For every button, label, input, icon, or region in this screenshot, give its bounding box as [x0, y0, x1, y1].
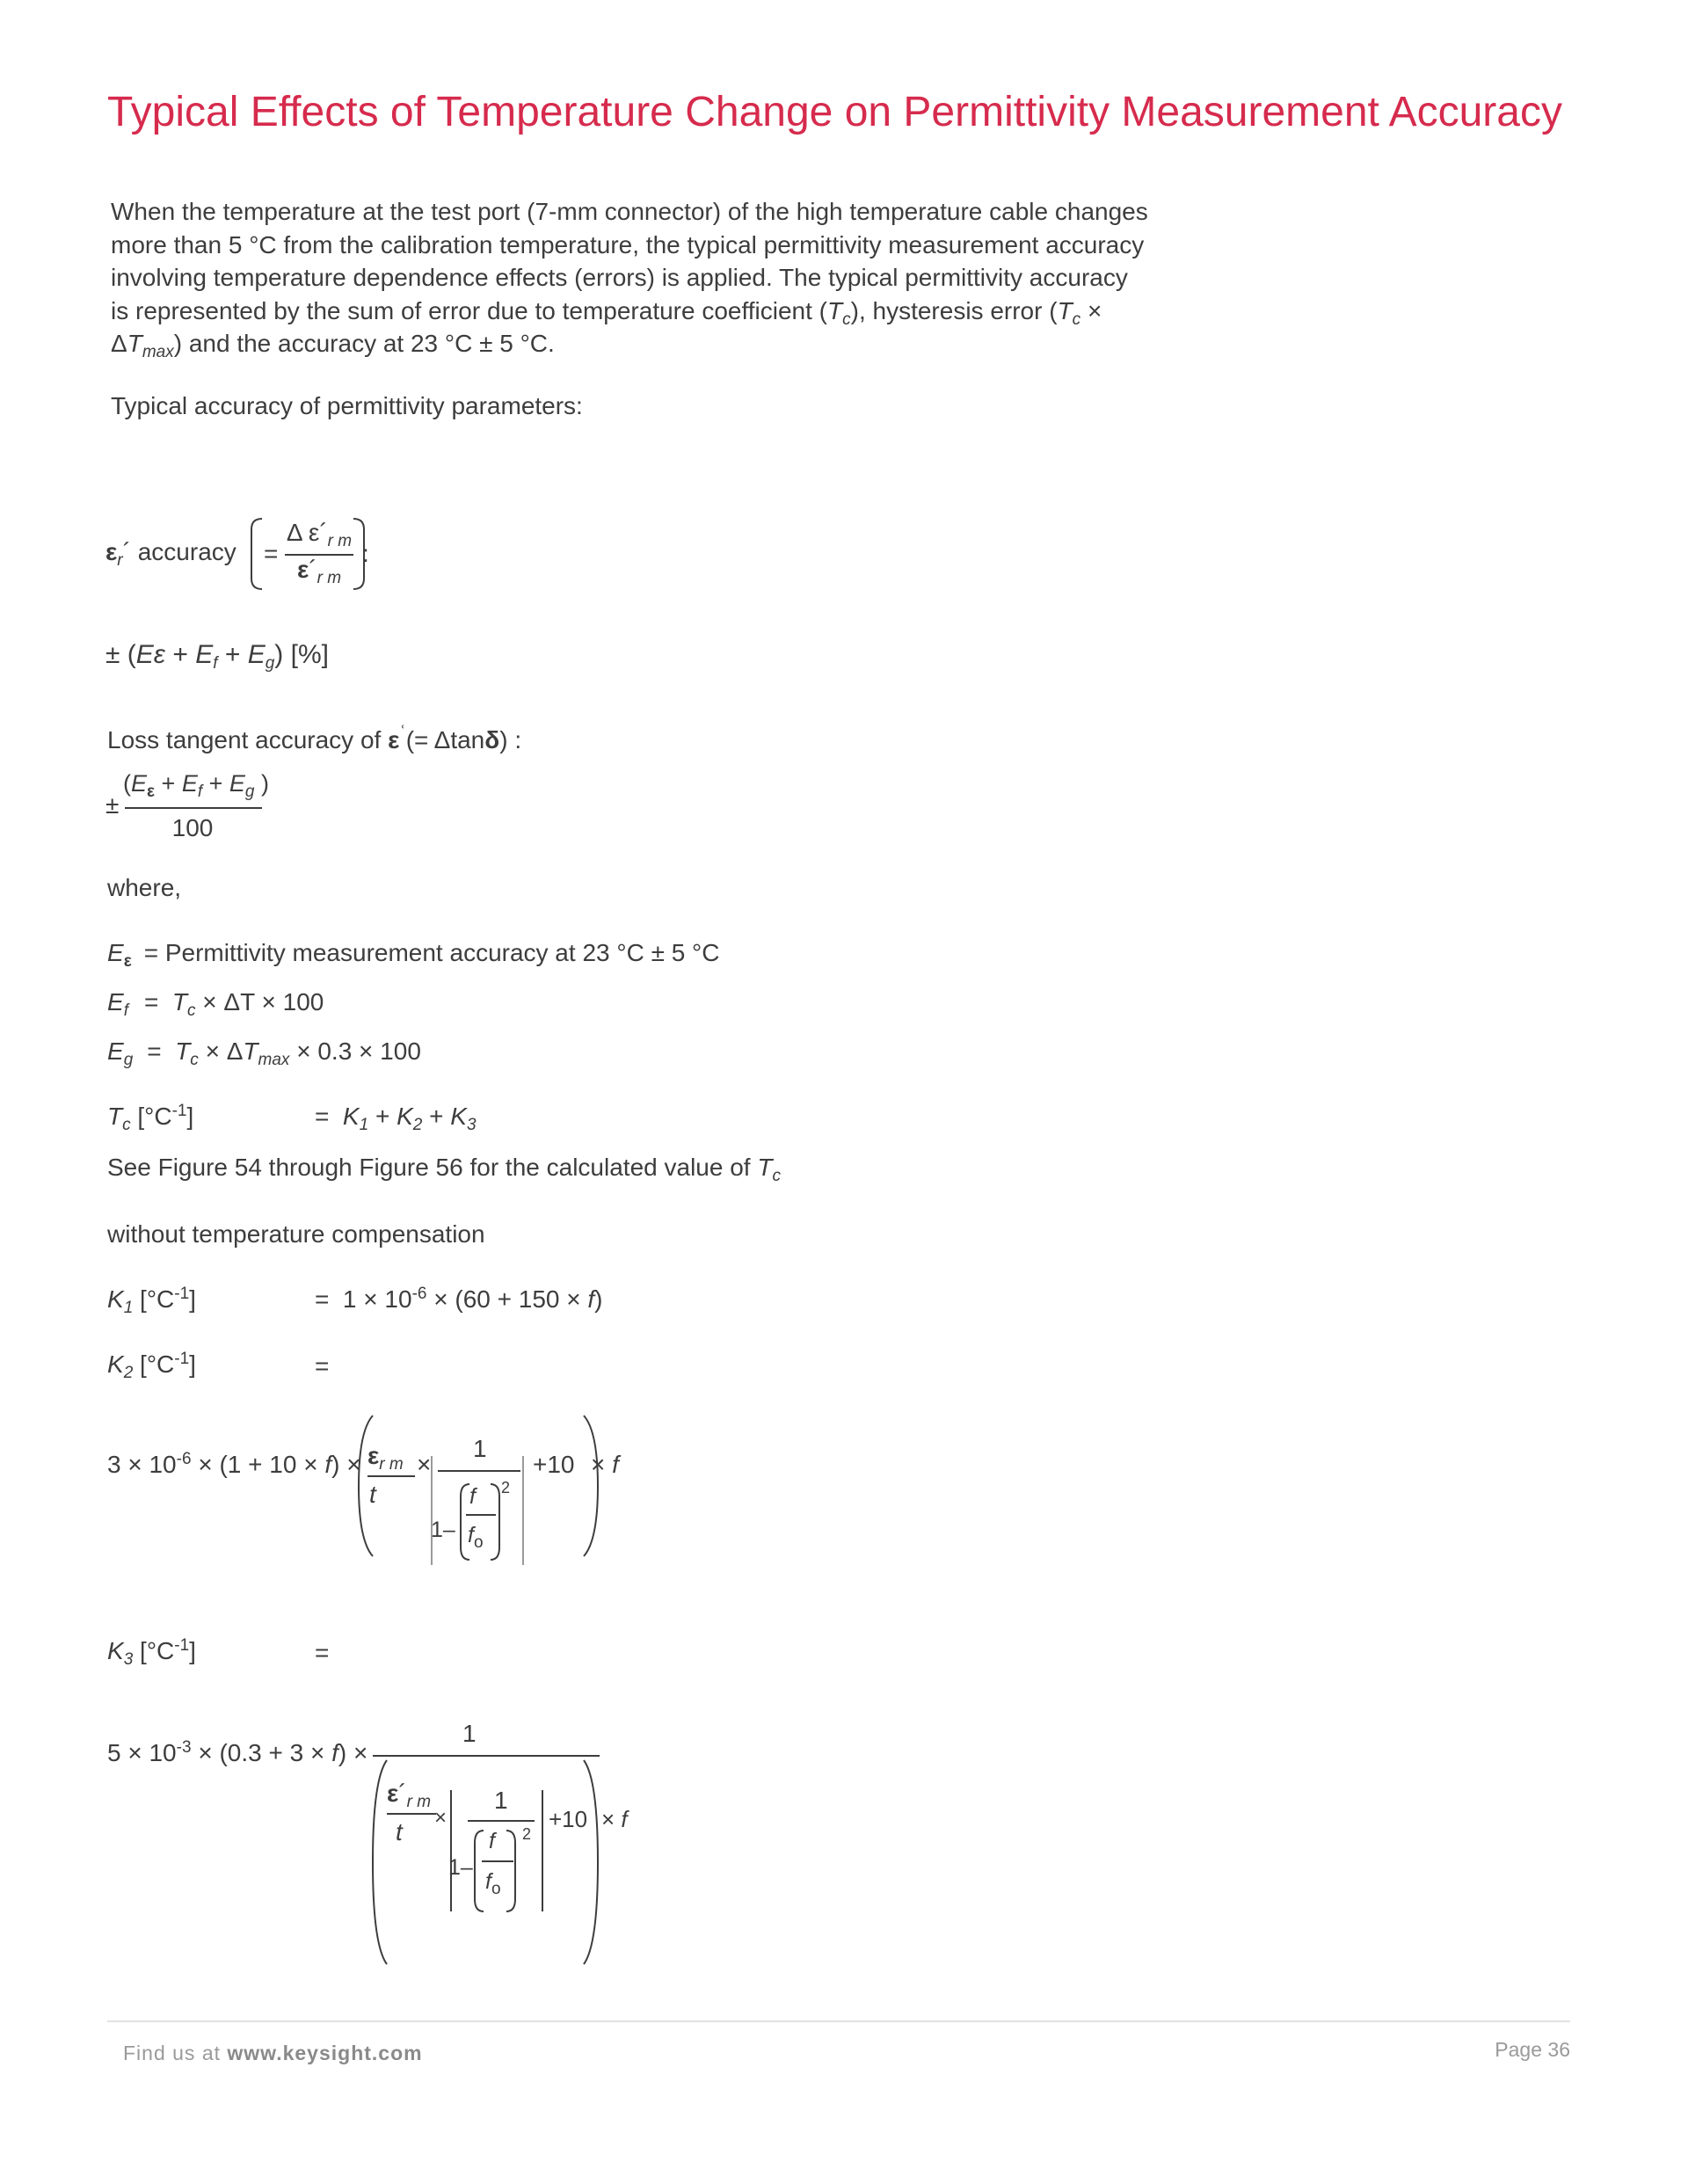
k1-lhs: $K_1$ $[^\circ C^{-1}]$	[107, 1285, 196, 1317]
k2-t: t	[369, 1481, 376, 1508]
tc-lhs: $T_c$ $[^\circ C^{-1}]$	[107, 1102, 194, 1134]
er-denominator: $\varepsilon´_{r m}$	[296, 556, 342, 587]
loss-denominator: 100	[171, 814, 214, 841]
k3-plus10: +10	[549, 1806, 588, 1832]
k2-abs-left	[431, 1456, 433, 1565]
k3-close-paren	[580, 1758, 601, 1966]
k3-sub-bar	[468, 1820, 535, 1822]
k3-main-bar	[373, 1755, 600, 1757]
k2-one: 1	[473, 1435, 487, 1462]
k3-abs-right	[542, 1790, 543, 1911]
loss-tangent-label: Loss tangent accuracy of $\varepsilon^ʿ(= \Delta\tan\delta)$ :	[107, 722, 522, 753]
k2-inner-bar	[466, 1514, 496, 1516]
er-accuracy-label: $\varepsilon_r´$ accuracy	[106, 538, 236, 570]
loss-pm: ±	[106, 791, 120, 819]
page-title: Typical Effects of Temperature Change on Permittivity Measurement Accuracy	[107, 89, 1562, 135]
footer-page-number: Page 36	[1495, 2038, 1570, 2061]
k3-t: t	[396, 1818, 403, 1845]
k2-eps-rm: $\varepsilon_{r m}$	[367, 1442, 404, 1474]
k2-eps-bar	[367, 1475, 415, 1477]
typical-accuracy-label: Typical accuracy of permittivity parameters:	[111, 392, 583, 419]
footer-divider	[107, 2020, 1570, 2022]
k1-rhs: = $1 \times 10^{-6} \times (60 + 150 \times f)$	[315, 1285, 603, 1313]
k2-main-bar	[438, 1470, 520, 1472]
k3-times: ×	[434, 1806, 447, 1830]
k2-inner-fo: $f_o$	[468, 1523, 484, 1552]
er-numerator: Δ $\varepsilon´_{r m}$	[286, 519, 353, 550]
def-e-eps: $E_\varepsilon$ = Permittivity measurement accuracy at 23 °C ± 5 °C	[107, 939, 720, 971]
k3-inner-f: f	[489, 1829, 495, 1853]
k3-tail: × f	[601, 1806, 628, 1832]
er-colon: :	[362, 540, 369, 567]
k3-equals: =	[315, 1639, 330, 1666]
loss-fraction-bar	[125, 807, 262, 809]
k2-one-minus: 1–	[431, 1518, 455, 1542]
k2-tail: × f	[591, 1451, 619, 1478]
k2-lhs: $K_2$ $[^\circ C^{-1}]$	[107, 1350, 196, 1382]
k3-square: 2	[522, 1825, 532, 1843]
er-equals: =	[264, 540, 279, 567]
where-label: where,	[107, 874, 182, 901]
without-compensation: without temperature compensation	[107, 1220, 485, 1248]
k2-abs-right	[522, 1456, 524, 1565]
k2-equals: =	[315, 1352, 330, 1380]
k3-abs-left	[450, 1790, 452, 1911]
k3-one-top: 1	[462, 1720, 477, 1747]
k2-close-paren	[580, 1414, 601, 1558]
k3-one-minus: 1–	[448, 1855, 473, 1880]
k2-plus10: +10	[533, 1451, 575, 1478]
k3-inner-fo: $f_o$	[485, 1869, 501, 1898]
k2-formula-prefix: $3 \times 10^{-6} \times (1 + 10 \times f)$ ×	[107, 1450, 361, 1478]
see-figure-text: See Figure 54 through Figure 56 for the calculated value of $T_c$	[107, 1154, 781, 1185]
tc-rhs: = $K_1 + K_2 + K_3$	[315, 1103, 477, 1134]
k2-times: ×	[417, 1451, 432, 1478]
k2-square: 2	[501, 1479, 511, 1496]
k3-inner-bar	[482, 1860, 513, 1862]
def-eg: $E_g = T_c \times \Delta T_{max} \times 0.3 \times 100$	[107, 1037, 421, 1069]
k3-formula-prefix: $5 \times 10^{-3} \times (0.3 + 3 \times f)$ ×	[107, 1738, 368, 1766]
footer-find-us: Find us at www.keysight.com	[123, 2042, 423, 2064]
er-open-bracket	[248, 517, 266, 591]
accuracy-sum: ± $(E\varepsilon + E_f + E_g)$ [%]	[106, 640, 329, 673]
k3-lhs: $K_3$ $[^\circ C^{-1}]$	[107, 1636, 196, 1669]
def-ef: $E_f = T_c \times \Delta T \times 100$	[107, 988, 324, 1020]
loss-numerator: ($E_\varepsilon + E_f + E_g$ )	[123, 770, 269, 801]
footer-url-link[interactable]: www.keysight.com	[227, 2042, 423, 2064]
k3-eps-rm: $\varepsilon´_{r m}$	[387, 1780, 432, 1811]
k2-inner-f: f	[469, 1484, 476, 1509]
k3-one: 1	[494, 1787, 508, 1814]
intro-paragraph: When the temperature at the test port (7-mm connector) of the high temperature cable changes more than 5 °C from the calibration temperature, the typical permittivity measurement accuracy involving temperature dependence effects (errors) is applied. The typical permittivity accuracy is represented by the sum of error due to temperature coefficient $(T_c)$, hysteresis error $(T_c \times \Delta T_{max})$ and the accuracy at 23 °C ± 5 °C.	[111, 198, 1148, 361]
k3-eps-bar	[387, 1813, 436, 1815]
